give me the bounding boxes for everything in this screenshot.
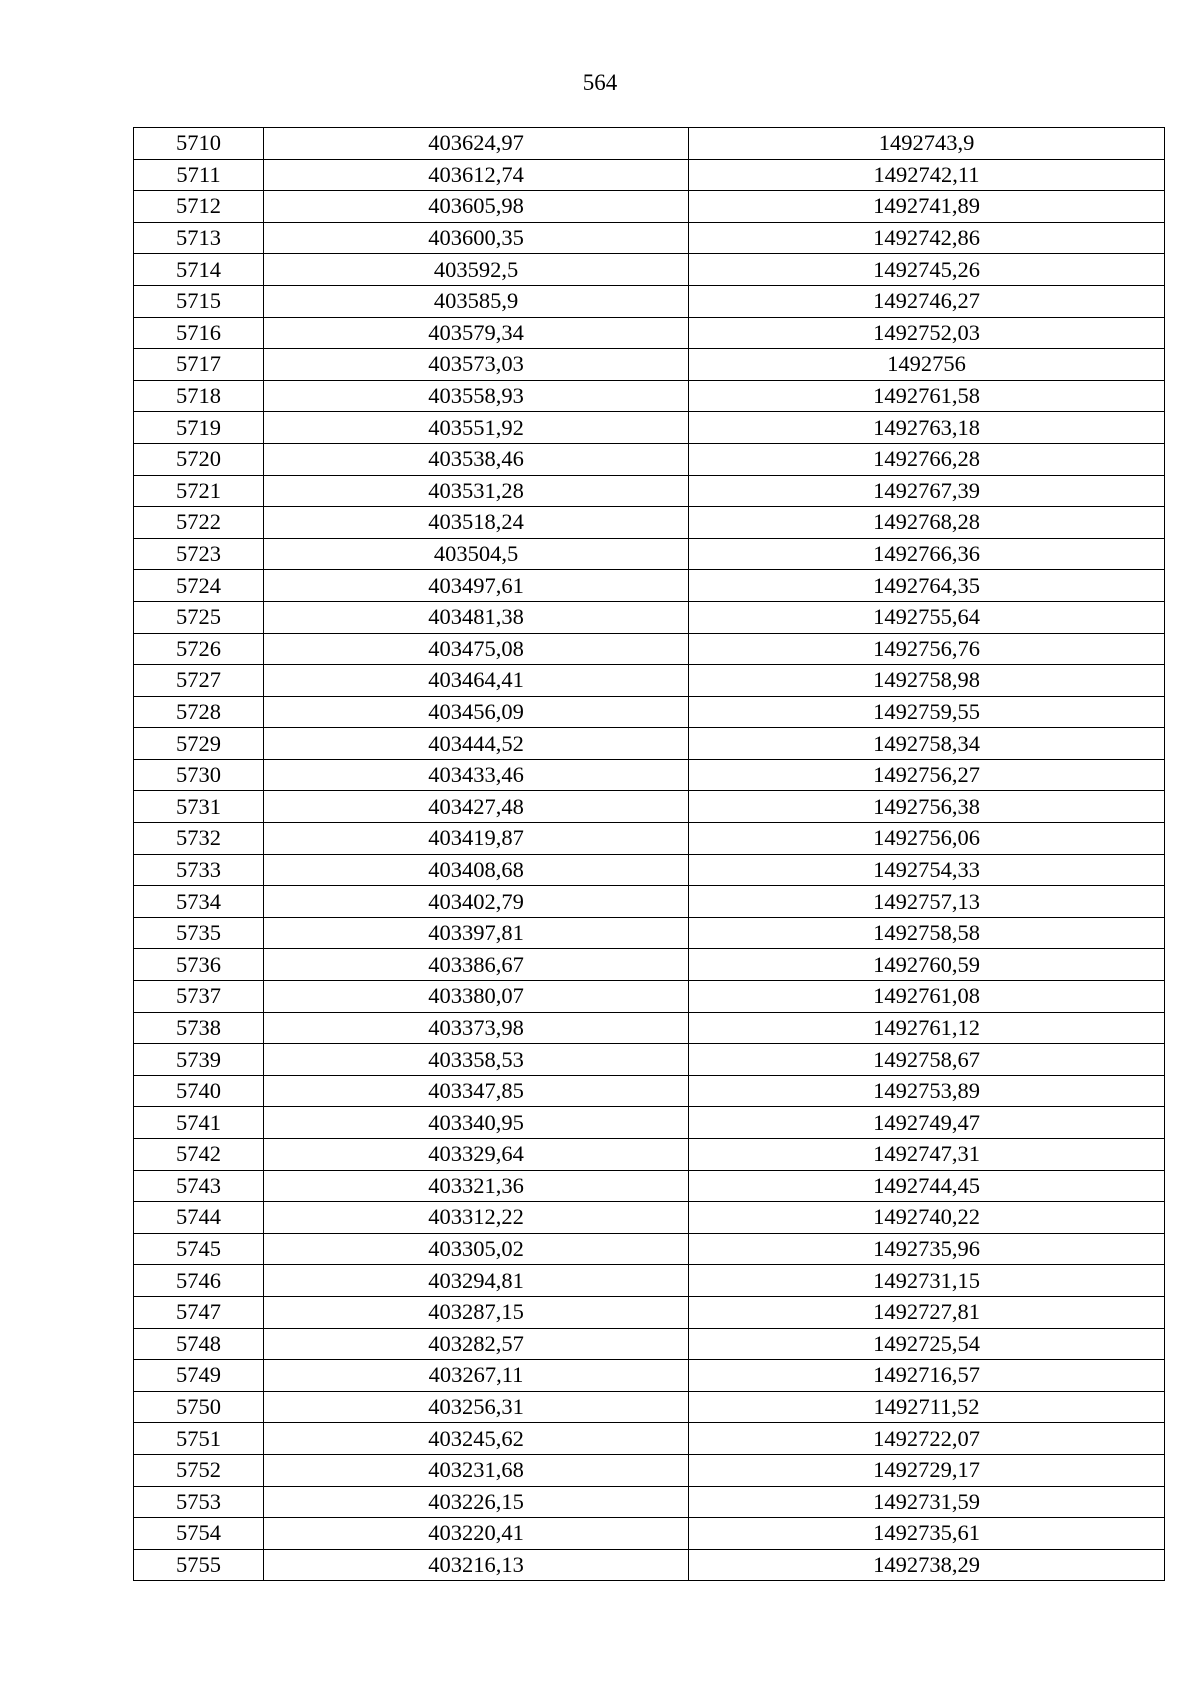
x-coordinate-cell: 403305,02	[264, 1233, 689, 1265]
point-number-cell: 5729	[134, 728, 264, 760]
x-coordinate-cell: 403294,81	[264, 1265, 689, 1297]
point-number-cell: 5731	[134, 791, 264, 823]
point-number-cell: 5748	[134, 1328, 264, 1360]
x-coordinate-cell: 403329,64	[264, 1139, 689, 1171]
point-number-cell: 5732	[134, 823, 264, 855]
point-number-cell: 5755	[134, 1549, 264, 1581]
y-coordinate-cell: 1492756,38	[689, 791, 1165, 823]
y-coordinate-cell: 1492725,54	[689, 1328, 1165, 1360]
y-coordinate-cell: 1492758,34	[689, 728, 1165, 760]
y-coordinate-cell: 1492756,06	[689, 823, 1165, 855]
point-number-cell: 5737	[134, 981, 264, 1013]
point-number-cell: 5714	[134, 254, 264, 286]
y-coordinate-cell: 1492743,9	[689, 128, 1165, 160]
table-row	[134, 1549, 1165, 1581]
point-number-cell: 5746	[134, 1265, 264, 1297]
point-number-cell: 5740	[134, 1075, 264, 1107]
y-coordinate-cell: 1492756,76	[689, 633, 1165, 665]
table-row	[134, 507, 1165, 539]
y-coordinate-cell: 1492746,27	[689, 285, 1165, 317]
point-number-cell: 5725	[134, 601, 264, 633]
x-coordinate-cell: 403321,36	[264, 1170, 689, 1202]
y-coordinate-cell: 1492761,12	[689, 1012, 1165, 1044]
y-coordinate-cell: 1492735,61	[689, 1518, 1165, 1550]
table-row	[134, 1518, 1165, 1550]
x-coordinate-cell: 403427,48	[264, 791, 689, 823]
x-coordinate-cell: 403397,81	[264, 917, 689, 949]
x-coordinate-cell: 403573,03	[264, 349, 689, 381]
coordinates-table-body	[134, 128, 1165, 1581]
x-coordinate-cell: 403481,38	[264, 601, 689, 633]
table-row	[134, 1139, 1165, 1171]
x-coordinate-cell: 403340,95	[264, 1107, 689, 1139]
point-number-cell: 5745	[134, 1233, 264, 1265]
table-row	[134, 317, 1165, 349]
y-coordinate-cell: 1492756	[689, 349, 1165, 381]
table-row	[134, 1486, 1165, 1518]
y-coordinate-cell: 1492766,36	[689, 538, 1165, 570]
y-coordinate-cell: 1492759,55	[689, 696, 1165, 728]
table-row	[134, 538, 1165, 570]
table-row	[134, 159, 1165, 191]
table-row	[134, 696, 1165, 728]
y-coordinate-cell: 1492752,03	[689, 317, 1165, 349]
point-number-cell: 5724	[134, 570, 264, 602]
table-row	[134, 949, 1165, 981]
x-coordinate-cell: 403220,41	[264, 1518, 689, 1550]
point-number-cell: 5753	[134, 1486, 264, 1518]
x-coordinate-cell: 403456,09	[264, 696, 689, 728]
table-row	[134, 1012, 1165, 1044]
point-number-cell: 5723	[134, 538, 264, 570]
y-coordinate-cell: 1492764,35	[689, 570, 1165, 602]
x-coordinate-cell: 403624,97	[264, 128, 689, 160]
table-row	[134, 1265, 1165, 1297]
table-row	[134, 791, 1165, 823]
table-row	[134, 1454, 1165, 1486]
point-number-cell: 5739	[134, 1044, 264, 1076]
table-row	[134, 1328, 1165, 1360]
point-number-cell: 5716	[134, 317, 264, 349]
table-row	[134, 128, 1165, 160]
point-number-cell: 5749	[134, 1360, 264, 1392]
x-coordinate-cell: 403373,98	[264, 1012, 689, 1044]
point-number-cell: 5727	[134, 665, 264, 697]
y-coordinate-cell: 1492758,67	[689, 1044, 1165, 1076]
point-number-cell: 5715	[134, 285, 264, 317]
y-coordinate-cell: 1492749,47	[689, 1107, 1165, 1139]
y-coordinate-cell: 1492716,57	[689, 1360, 1165, 1392]
coordinates-table	[133, 127, 1165, 1581]
x-coordinate-cell: 403216,13	[264, 1549, 689, 1581]
point-number-cell: 5734	[134, 886, 264, 918]
y-coordinate-cell: 1492727,81	[689, 1296, 1165, 1328]
table-row	[134, 1360, 1165, 1392]
table-row	[134, 1233, 1165, 1265]
y-coordinate-cell: 1492760,59	[689, 949, 1165, 981]
table-row	[134, 1107, 1165, 1139]
x-coordinate-cell: 403551,92	[264, 412, 689, 444]
table-row	[134, 601, 1165, 633]
table-row	[134, 191, 1165, 223]
x-coordinate-cell: 403444,52	[264, 728, 689, 760]
point-number-cell: 5718	[134, 380, 264, 412]
table-row	[134, 1391, 1165, 1423]
x-coordinate-cell: 403592,5	[264, 254, 689, 286]
table-row	[134, 728, 1165, 760]
table-row	[134, 633, 1165, 665]
point-number-cell: 5754	[134, 1518, 264, 1550]
table-row	[134, 349, 1165, 381]
point-number-cell: 5730	[134, 759, 264, 791]
x-coordinate-cell: 403312,22	[264, 1202, 689, 1234]
point-number-cell: 5712	[134, 191, 264, 223]
point-number-cell: 5710	[134, 128, 264, 160]
table-row	[134, 1202, 1165, 1234]
x-coordinate-cell: 403579,34	[264, 317, 689, 349]
x-coordinate-cell: 403256,31	[264, 1391, 689, 1423]
y-coordinate-cell: 1492758,98	[689, 665, 1165, 697]
page-number: 564	[582, 70, 618, 95]
y-coordinate-cell: 1492745,26	[689, 254, 1165, 286]
point-number-cell: 5728	[134, 696, 264, 728]
table-row	[134, 254, 1165, 286]
table-row	[134, 1296, 1165, 1328]
x-coordinate-cell: 403347,85	[264, 1075, 689, 1107]
x-coordinate-cell: 403504,5	[264, 538, 689, 570]
table-row	[134, 380, 1165, 412]
x-coordinate-cell: 403538,46	[264, 443, 689, 475]
y-coordinate-cell: 1492738,29	[689, 1549, 1165, 1581]
point-number-cell: 5743	[134, 1170, 264, 1202]
x-coordinate-cell: 403558,93	[264, 380, 689, 412]
point-number-cell: 5741	[134, 1107, 264, 1139]
table-row	[134, 886, 1165, 918]
table-row	[134, 222, 1165, 254]
y-coordinate-cell: 1492735,96	[689, 1233, 1165, 1265]
table-row	[134, 665, 1165, 697]
table-row	[134, 917, 1165, 949]
y-coordinate-cell: 1492747,31	[689, 1139, 1165, 1171]
x-coordinate-cell: 403380,07	[264, 981, 689, 1013]
point-number-cell: 5744	[134, 1202, 264, 1234]
x-coordinate-cell: 403585,9	[264, 285, 689, 317]
point-number-cell: 5722	[134, 507, 264, 539]
y-coordinate-cell: 1492763,18	[689, 412, 1165, 444]
table-row	[134, 412, 1165, 444]
y-coordinate-cell: 1492761,58	[689, 380, 1165, 412]
table-row	[134, 443, 1165, 475]
table-row	[134, 1423, 1165, 1455]
y-coordinate-cell: 1492754,33	[689, 854, 1165, 886]
x-coordinate-cell: 403531,28	[264, 475, 689, 507]
x-coordinate-cell: 403475,08	[264, 633, 689, 665]
point-number-cell: 5726	[134, 633, 264, 665]
point-number-cell: 5735	[134, 917, 264, 949]
table-row	[134, 854, 1165, 886]
x-coordinate-cell: 403358,53	[264, 1044, 689, 1076]
table-row	[134, 570, 1165, 602]
x-coordinate-cell: 403226,15	[264, 1486, 689, 1518]
point-number-cell: 5752	[134, 1454, 264, 1486]
point-number-cell: 5738	[134, 1012, 264, 1044]
x-coordinate-cell: 403402,79	[264, 886, 689, 918]
y-coordinate-cell: 1492741,89	[689, 191, 1165, 223]
x-coordinate-cell: 403612,74	[264, 159, 689, 191]
point-number-cell: 5736	[134, 949, 264, 981]
y-coordinate-cell: 1492742,11	[689, 159, 1165, 191]
point-number-cell: 5721	[134, 475, 264, 507]
y-coordinate-cell: 1492753,89	[689, 1075, 1165, 1107]
x-coordinate-cell: 403386,67	[264, 949, 689, 981]
table-row	[134, 823, 1165, 855]
x-coordinate-cell: 403231,68	[264, 1454, 689, 1486]
x-coordinate-cell: 403287,15	[264, 1296, 689, 1328]
x-coordinate-cell: 403518,24	[264, 507, 689, 539]
y-coordinate-cell: 1492722,07	[689, 1423, 1165, 1455]
table-row	[134, 759, 1165, 791]
x-coordinate-cell: 403419,87	[264, 823, 689, 855]
point-number-cell: 5717	[134, 349, 264, 381]
point-number-cell: 5720	[134, 443, 264, 475]
y-coordinate-cell: 1492766,28	[689, 443, 1165, 475]
table-row	[134, 475, 1165, 507]
y-coordinate-cell: 1492729,17	[689, 1454, 1165, 1486]
y-coordinate-cell: 1492761,08	[689, 981, 1165, 1013]
point-number-cell: 5742	[134, 1139, 264, 1171]
point-number-cell: 5750	[134, 1391, 264, 1423]
point-number-cell: 5747	[134, 1296, 264, 1328]
y-coordinate-cell: 1492744,45	[689, 1170, 1165, 1202]
x-coordinate-cell: 403464,41	[264, 665, 689, 697]
point-number-cell: 5719	[134, 412, 264, 444]
point-number-cell: 5713	[134, 222, 264, 254]
table-row	[134, 1170, 1165, 1202]
x-coordinate-cell: 403433,46	[264, 759, 689, 791]
y-coordinate-cell: 1492755,64	[689, 601, 1165, 633]
point-number-cell: 5751	[134, 1423, 264, 1455]
point-number-cell: 5733	[134, 854, 264, 886]
y-coordinate-cell: 1492758,58	[689, 917, 1165, 949]
point-number-cell: 5711	[134, 159, 264, 191]
y-coordinate-cell: 1492731,15	[689, 1265, 1165, 1297]
x-coordinate-cell: 403245,62	[264, 1423, 689, 1455]
y-coordinate-cell: 1492711,52	[689, 1391, 1165, 1423]
y-coordinate-cell: 1492742,86	[689, 222, 1165, 254]
table-row	[134, 981, 1165, 1013]
x-coordinate-cell: 403267,11	[264, 1360, 689, 1392]
y-coordinate-cell: 1492768,28	[689, 507, 1165, 539]
y-coordinate-cell: 1492767,39	[689, 475, 1165, 507]
table-row	[134, 1075, 1165, 1107]
x-coordinate-cell: 403282,57	[264, 1328, 689, 1360]
y-coordinate-cell: 1492757,13	[689, 886, 1165, 918]
y-coordinate-cell: 1492740,22	[689, 1202, 1165, 1234]
x-coordinate-cell: 403605,98	[264, 191, 689, 223]
x-coordinate-cell: 403600,35	[264, 222, 689, 254]
table-row	[134, 1044, 1165, 1076]
table-row	[134, 285, 1165, 317]
y-coordinate-cell: 1492756,27	[689, 759, 1165, 791]
x-coordinate-cell: 403497,61	[264, 570, 689, 602]
y-coordinate-cell: 1492731,59	[689, 1486, 1165, 1518]
x-coordinate-cell: 403408,68	[264, 854, 689, 886]
